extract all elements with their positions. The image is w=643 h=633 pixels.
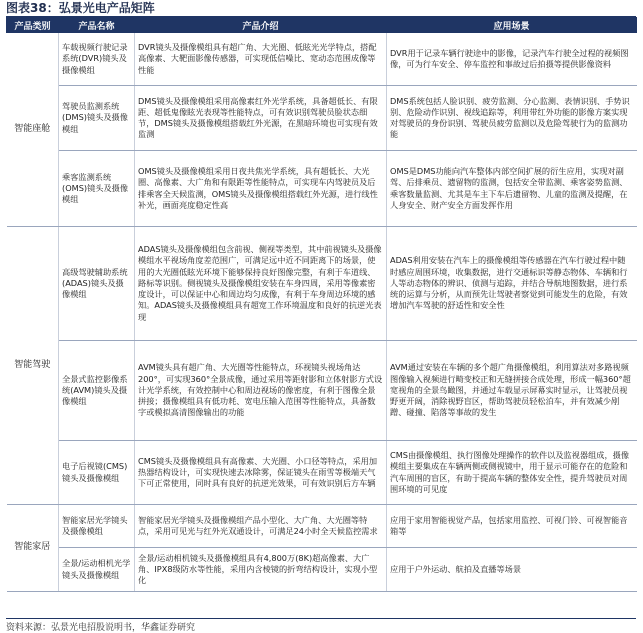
- category-cell: 智能驾驶: [7, 227, 59, 505]
- product-matrix-table: [6, 17, 637, 592]
- application-cell: AVM通过安装在车辆的多个超广角摄像模组，利用算法对多路视频图像输入视频进行畸变校正和无缝拼接合成处理，形成一幅360°超宽视角的全景鸟瞰图，并通过车载显示屏幕实时显示，让驾驶员视野更开阔，消除视野盲区，帮助驾驶员轻松泊车，并有效减少剐蹭、碰撞、陷落等事故的发生: [387, 341, 637, 441]
- source-note: 资料来源：弘景光电招股说明书，华鑫证券研究: [6, 618, 636, 633]
- header-category: 产品类别: [7, 18, 59, 33]
- product-name-cell: 全景/运动相机光学镜头及摄像模组: [59, 548, 135, 592]
- application-cell: 应用于家用智能视觉产品，包括家用监控、可视门铃、可视智能音箱等: [387, 505, 637, 548]
- table-row: [7, 441, 637, 505]
- application-cell: ADAS利用安装在汽车上的摄像模组等传感器在汽车行驶过程中随时感应周围环境，收集数据，进行交通标识等静态物体、车辆和行人等动态物体的辨识、侦测与追踪，并结合导航地图数据，进行系统的运算与分析，从而预先让驾驶者察觉到可能发生的危险，有效增加汽车驾驶的舒适性和安全性: [387, 227, 637, 341]
- figure-title: 图表38：弘景光电产品矩阵: [6, 0, 636, 17]
- product-intro-cell: OMS镜头及摄像模组采用日夜共焦光学系统，具有超低长、大光圈、高像素、大广角和有限距等性能特点，可实现车内驾驶员及后排乘客全天候监测，OMS镜头及摄像模组搭载红外光源，进行线性补光，画面亮度稳定性高: [135, 151, 387, 227]
- table-row: [7, 151, 637, 227]
- product-name-cell: 智能家居光学镜头及摄像模组: [59, 505, 135, 548]
- product-intro-cell: DVR镜头及摄像模组具有超广角、大光圈、低眩光光学特点，搭配高像素、大靶面影像传感器，可实现低信噪比、宽动态范围成像等性能: [135, 33, 387, 86]
- category-cell: 智能座舱: [7, 33, 59, 227]
- table-header-row: [7, 18, 637, 33]
- product-intro-cell: 智能家居光学镜头及摄像模组产品小型化、大广角、大光圈等特点，采用可见光与红外光双通设计，可满足24小时全天候监控需求: [135, 505, 387, 548]
- application-cell: OMS是DMS功能向汽车整体内部空间扩展的衍生应用，实现对副驾、后排乘员、遗留物的监测，包括安全带监测、乘客姿势监测、乘客数量监测、尤其是车主下车后遗留物、儿童的监测及提醒，在人身安全、财产安全方面发挥作用: [387, 151, 637, 227]
- table-row: [7, 341, 637, 441]
- category-cell: 智能家居: [7, 505, 59, 592]
- product-name-cell: 车载视频行驶记录系统(DVR)镜头及摄像模组: [59, 33, 135, 86]
- product-name-cell: 高级驾驶辅助系统(ADAS)镜头及摄像模组: [59, 227, 135, 341]
- product-name-cell: 驾驶员监测系统(DMS)镜头及摄像模组: [59, 86, 135, 151]
- product-name-cell: 乘客监测系统(OMS)镜头及摄像模组: [59, 151, 135, 227]
- header-application: 应用场景: [387, 18, 637, 33]
- table-row: [7, 505, 637, 548]
- product-intro-cell: ADAS镜头及摄像模组包含前视、侧视等类型，其中前视镜头及摄像模组水平视场角度差范围广，可满足远中近不同距离下的场景，使用的大光圈低眩光环境下能够保持良好图像完整，有利于车道线、路标等识别。侧视镜头及摄像模组安装在车身四周，采用等像素密度设计，可以保证中心和周边均匀成像，有利于车身周边环境的感知。ADAS镜头及摄像模组具有超宽工作环境温度和良好的抗逆光表现: [135, 227, 387, 341]
- application-cell: CMS由摄像模组、执行图像处理操作的软件以及监视器组成，摄像模组主要集成在车辆两侧或侧视镜中，用于显示可能存在的危险和汽车周围的盲区，有助于提高车辆的整体安全性，提升驾驶员对周围环境的可见度: [387, 441, 637, 505]
- header-product-intro: 产品介绍: [135, 18, 387, 33]
- table-row: [7, 86, 637, 151]
- product-intro-cell: 全景/运动相机镜头及摄像模组具有4,800万(8K)超高像素、大广角、IPX8级防水等性能，采用内含棱镜的折弯结构设计，实现小型化: [135, 548, 387, 592]
- application-cell: DVR用于记录车辆行驶途中的影像，记录汽车行驶全过程的视频图像，可为行车安全、停车监控和事故过后拍摄等提供影像资料: [387, 33, 637, 86]
- product-intro-cell: AVM镜头具有超广角、大光圈等性能特点，环视镜头视场角达200°，可实现360°全景成像，通过采用等距射影和立体射影方式设计光学系统，有效控制中心和周边视场的像密度，有利于图像全景拼接；摄像模组具有低功耗、宽电压输入范围等性能特点，具备数字或模拟高清图像输出的功能: [135, 341, 387, 441]
- product-intro-cell: CMS镜头及摄像模组具有高像素、大光圈、小口径等特点，采用加热器结构设计，可实现快速去冰除雾，保证镜头在雨雪等极端天气下可正常使用，同时具有良好的抗逆光效果，可有效识别后方车辆: [135, 441, 387, 505]
- table-row: [7, 33, 637, 86]
- product-name-cell: 全景式监控影像系统(AVM)镜头及摄像模组: [59, 341, 135, 441]
- table-row: [7, 548, 637, 592]
- table-row: [7, 227, 637, 341]
- application-cell: 应用于户外运动、航拍及直播等场景: [387, 548, 637, 592]
- header-product-name: 产品名称: [59, 18, 135, 33]
- product-intro-cell: DMS镜头及摄像模组采用高像素红外光学系统，具备超低长、有限距、超低鬼像眩光表现等性能特点，可有效识别驾驶员脸状态细节，DMS镜头及摄像模组搭载红外光源，在黑暗环境也可实现有效监测: [135, 86, 387, 151]
- product-name-cell: 电子后视镜(CMS)镜头及摄像模组: [59, 441, 135, 505]
- application-cell: DMS系统包括人脸识别、疲劳监测、分心监测、表情识别、手势识别、危险动作识别、视线追踪等，利用带红外功能的影像方案实现对驾驶员的身份识别、驾驶员疲劳监测以及危险驾驶行为的监测功能: [387, 86, 637, 151]
